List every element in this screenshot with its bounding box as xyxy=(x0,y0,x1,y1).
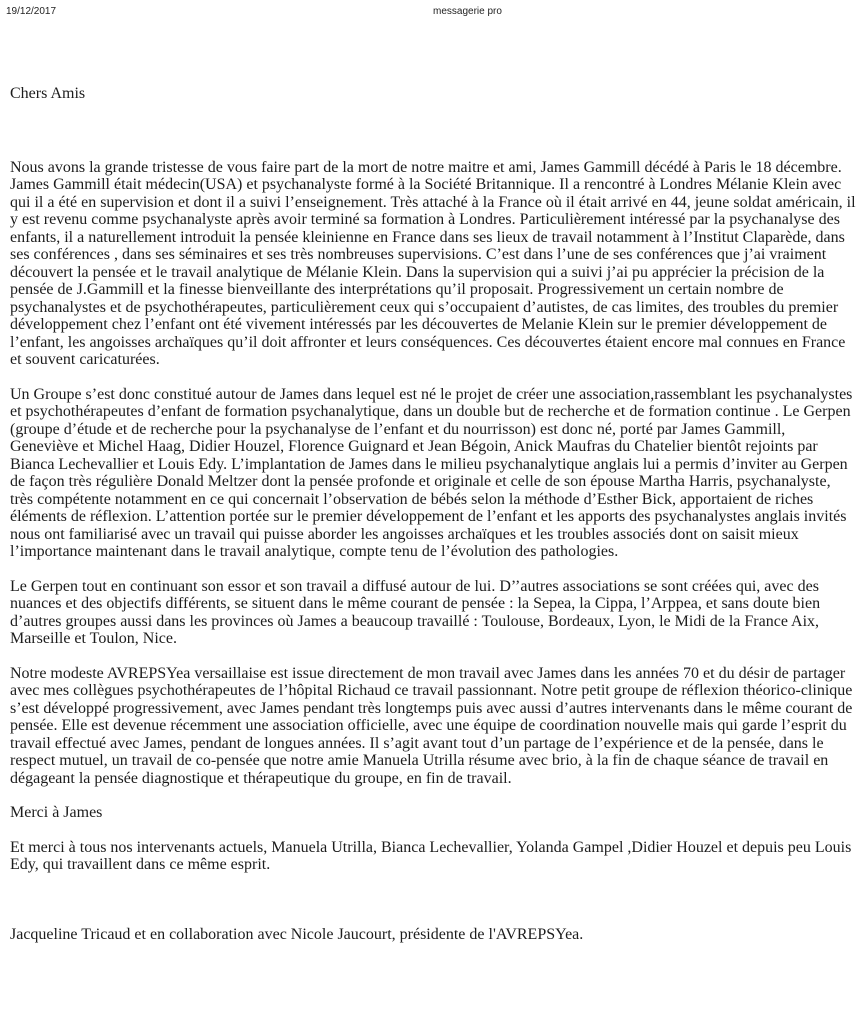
paragraph-3: Le Gerpen tout en continuant son essor et son travail a diffusé autour de lui. D’’autres associations se sont créées qui, avec des nuances et des objectifs différents, se situent dans le même courant de pensée : la Sepea, la Cippa, l’Arppea, et sans doute bien d’autres groupes aussi dans les provinces où James a beaucoup travaillé : Toulouse, Bordeaux, Lyon, le Midi de la France Aix, Marseille et Toulon, Nice. xyxy=(10,577,821,647)
paragraph-4: Notre modeste AVREPSYea versaillaise est issue directement de mon travail avec James dans les années 70 et du désir de partager avec mes collègues psychothérapeutes de l’hôpital Richaud ce travail passionnant. Notre petit groupe de réflexion théorico-clinique s’est développé progressivement, avec James pendant très longtemps puis avec aussi d’autres intervenants dans le même courant de pensée. Elle est devenue récemment une association officielle, avec une équipe de coordination nouvelle mais qui garde l’esprit du travail effectué avec James, pendant de longues années. Il s’agit avant tout d’un partage de l’expérience et de la pensée, dans le respect mutuel, un travail de co-pensée que notre amie Manuela Utrilla résume avec brio, à la fin de chaque séance de travail en dégageant la pensée diagnostique et thérapeutique du groupe, en fin de travail. xyxy=(10,664,853,787)
app-name: messagerie pro xyxy=(433,6,502,17)
print-date: 19/12/2017 xyxy=(6,6,57,17)
paragraph-2: Un Groupe s’est donc constitué autour de James dans lequel est né le projet de créer une association,rassemblant les psychanalystes et psychothérapeutes d’enfant de formation psychanalytique, dans un double but de recherche et de formation continue . Le Gerpen (groupe d’étude et de recherche pour la psychanalyse de l’enfant et du nourrisson) est donc né, porté par James Gammill, Geneviève et Michel Haag, Didier Houzel, Florence Guignard et Jean Bégoin, Anick Maufras du Chatelier bientôt rejoints par Bianca Lechevallier et Louis Edy. L’implantation de James dans le milieu psychanalytique anglais lui a permis d’inviter au Gerpen de façon très régulière Donald Meltzer dont la pensée profonde et originale et celle de son épouse Martha Harris, psychanalyste, très compétente notamment en ce qui concernait l’observation de bébés selon la méthode d’Esther Bick, apportaient de riches éléments de réflexion. L’attention portée sur le premier développement de l’enfant et les apports des psychanalystes anglais invités nous ont familiarisé avec un travail qui puisse aborder les angoisses archaïques et les troubles associés dont on saisit mieux l’importance maintenant dans le travail analytique, compte tenu de l’évolution des pathologies. xyxy=(10,385,853,560)
paragraph-1: Nous avons la grande tristesse de vous faire part de la mort de notre maitre et ami, James Gammill décédé à Paris le 18 décembre. James Gammill était médecin(USA) et psychanalyste formé à la Société Britannique. Il a rencontré à Londres Mélanie Klein avec qui il a été en supervision et dont il a suivi l’enseignement. Très attaché à la France où il était arrivé en 44, jeune soldat américain, il y est revenu comme psychanalyste après avoir terminé sa formation à Londres. Particulièrement intéressé par la psychanalyse des enfants, il a naturellement introduit la pensée kleinienne en France dans ses lieux de travail notamment à l’Institut Claparède, dans ses conférences , dans ses séminaires et ses très nombreuses supervisions. C’est dans l’une de ses conférences que j’ai vraiment découvert la pensée et le travail analytique de Mélanie Klein. Dans la supervision qui a suivi j’ai pu apprécier la précision de la pensée de J.Gammill et la finesse bienveillante des interprétations qu’il proposait. Progressivement un certain nombre de psychanalystes et de psychothérapeutes, particulièrement ceux qui s’occupaient d’autistes, de cas limites, des troubles du premier développement chez l’enfant ont été vivement intéressés par les découvertes de Melanie Klein sur le premier développement de l’enfant, les angoisses archaïques qu’il doit affronter et leurs conséquences. Ces découvertes étaient encore mal connues en France et souvent caricaturées. xyxy=(10,158,856,368)
letter-body xyxy=(10,85,856,959)
page-header xyxy=(6,6,853,20)
signature: Jacqueline Tricaud et en collaboration avec Nicole Jaucourt, présidente de l'AVREPSYea. xyxy=(10,925,584,943)
thanks-all-paragraph: Et merci à tous nos intervenants actuels, Manuela Utrilla, Bianca Lechevallier, Yolanda Gampel ,Didier Houzel et depuis peu Louis Edy, qui travaillent dans ce même esprit. xyxy=(10,838,852,873)
thanks-line: Merci à James xyxy=(10,804,103,821)
salutation: Chers Amis xyxy=(10,85,86,102)
